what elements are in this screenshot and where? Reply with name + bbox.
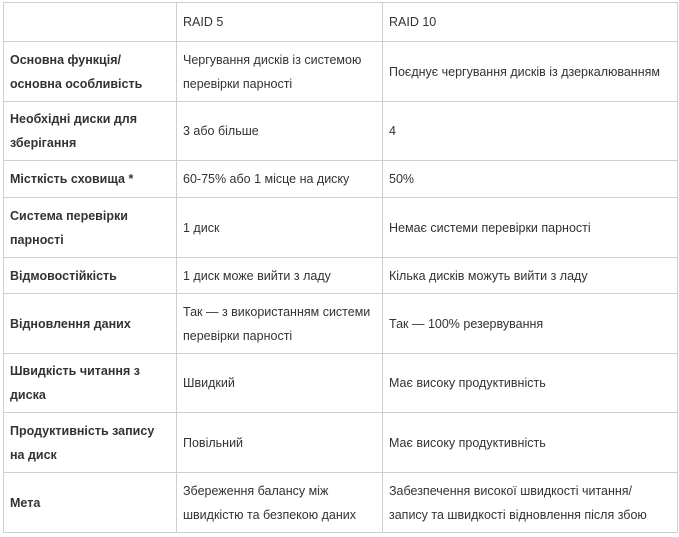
table-row xyxy=(4,42,678,102)
raid5-cell: Збереження балансу між швидкістю та безпекою даних xyxy=(177,473,383,533)
raid5-cell: Так — з використанням системи перевірки парності xyxy=(177,294,383,354)
raid5-cell: 60-75% або 1 місце на диску xyxy=(177,161,383,198)
header-cell-raid5: RAID 5 xyxy=(177,3,383,42)
row-label: Основна функція/ основна особливість xyxy=(4,42,177,102)
table-row xyxy=(4,413,678,473)
raid10-cell: Має високу продуктивність xyxy=(383,354,678,413)
row-label: Мета xyxy=(4,473,177,533)
raid5-cell: Чергування дисків із системою перевірки парності xyxy=(177,42,383,102)
raid10-cell: 4 xyxy=(383,102,678,161)
table-row xyxy=(4,294,678,354)
raid5-cell: 1 диск xyxy=(177,198,383,258)
raid10-cell: Забезпечення високої швидкості читання/ запису та швидкості відновлення після збою xyxy=(383,473,678,533)
row-label: Продуктивність запису на диск xyxy=(4,413,177,473)
row-label: Місткість сховища * xyxy=(4,161,177,198)
raid5-cell: 3 або більше xyxy=(177,102,383,161)
raid5-cell: Повільний xyxy=(177,413,383,473)
table-row xyxy=(4,161,678,198)
row-label: Відмовостійкість xyxy=(4,258,177,294)
header-cell-raid10: RAID 10 xyxy=(383,3,678,42)
raid10-cell: Так — 100% резервування xyxy=(383,294,678,354)
raid10-cell: Кілька дисків можуть вийти з ладу xyxy=(383,258,678,294)
raid-comparison-table xyxy=(3,2,678,533)
table-row xyxy=(4,354,678,413)
table-row xyxy=(4,198,678,258)
table-header-row xyxy=(4,3,678,42)
raid5-cell: Швидкий xyxy=(177,354,383,413)
raid10-cell: Має високу продуктивність xyxy=(383,413,678,473)
row-label: Швидкість читання з диска xyxy=(4,354,177,413)
raid10-cell: 50% xyxy=(383,161,678,198)
raid10-cell: Поєднує чергування дисків із дзеркалюванням xyxy=(383,42,678,102)
raid5-cell: 1 диск може вийти з ладу xyxy=(177,258,383,294)
raid10-cell: Немає системи перевірки парності xyxy=(383,198,678,258)
table-row xyxy=(4,258,678,294)
table-row xyxy=(4,102,678,161)
header-cell-empty xyxy=(4,3,177,42)
table-row xyxy=(4,473,678,533)
row-label: Відновлення даних xyxy=(4,294,177,354)
row-label: Необхідні диски для зберігання xyxy=(4,102,177,161)
row-label: Система перевірки парності xyxy=(4,198,177,258)
